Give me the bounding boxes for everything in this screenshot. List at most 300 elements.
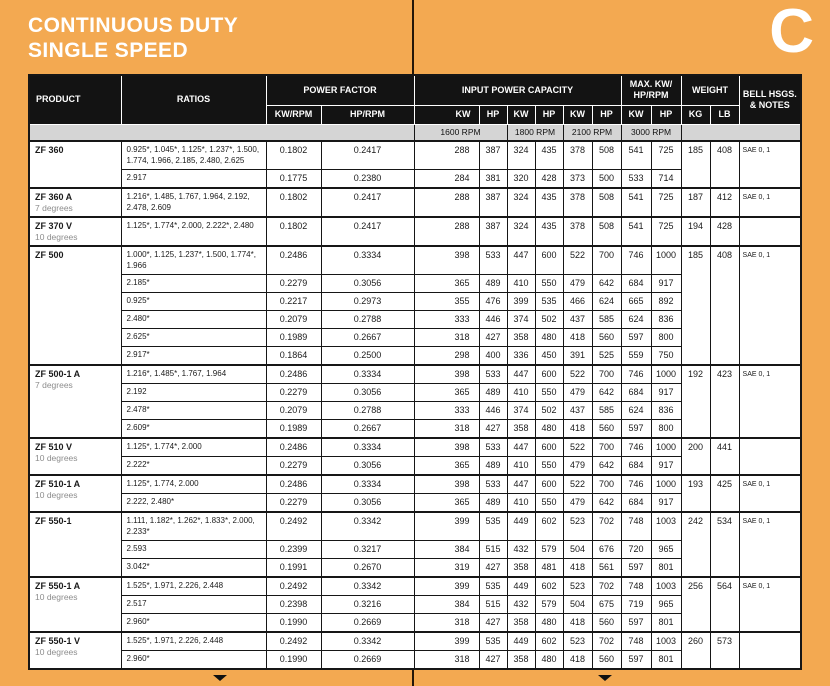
rpm-group-1600: 1600 RPM (414, 124, 507, 141)
power-value-cell: 602 (535, 512, 563, 541)
weight-lb-cell: 428 (710, 217, 739, 246)
hp-per-rpm-cell: 0.2788 (321, 311, 414, 329)
col-header-kw-2100: KW (563, 105, 592, 124)
kw-per-rpm-cell: 0.1864 (266, 347, 321, 366)
power-value-cell: 597 (621, 651, 651, 670)
ratios-cell: 2.222* (121, 457, 266, 476)
power-value-cell: 1000 (651, 438, 681, 457)
power-value-cell: 725 (651, 188, 681, 217)
col-header-lb: LB (710, 105, 739, 124)
notes-cell: SAE 0, 1 (739, 475, 801, 512)
max-kw-line2: HP/RPM (633, 90, 669, 101)
kw-per-rpm-cell: 0.1990 (266, 614, 321, 633)
hp-per-rpm-cell: 0.3217 (321, 541, 414, 559)
table-row (29, 512, 801, 541)
ratios-cell: 2.917* (121, 347, 266, 366)
power-value-cell: 358 (507, 329, 535, 347)
power-value-cell: 714 (651, 170, 681, 189)
hp-per-rpm-cell: 0.2670 (321, 559, 414, 578)
hp-per-rpm-cell: 0.2667 (321, 329, 414, 347)
power-value-cell: 398 (414, 438, 479, 457)
power-value-cell: 535 (479, 512, 507, 541)
hp-per-rpm-cell: 0.2669 (321, 614, 414, 633)
power-value-cell: 836 (651, 402, 681, 420)
power-value-cell: 533 (479, 365, 507, 384)
power-value-cell: 387 (479, 217, 507, 246)
power-value-cell: 435 (535, 217, 563, 246)
power-value-cell: 427 (479, 651, 507, 670)
power-value-cell: 597 (621, 559, 651, 578)
hp-per-rpm-cell: 0.3056 (321, 275, 414, 293)
product-degrees: 10 degrees (35, 647, 78, 657)
ratios-cell: 2.960* (121, 614, 266, 633)
spec-table (28, 74, 802, 670)
power-value-cell: 508 (592, 141, 621, 170)
hp-per-rpm-cell: 0.3334 (321, 438, 414, 457)
power-value-cell: 541 (621, 217, 651, 246)
power-value-cell: 333 (414, 402, 479, 420)
weight-lb-cell: 408 (710, 246, 739, 365)
power-value-cell: 748 (621, 632, 651, 651)
power-value-cell: 523 (563, 632, 592, 651)
product-degrees: 10 degrees (35, 592, 78, 602)
weight-kg-cell: 256 (681, 577, 710, 632)
weight-lb-cell: 534 (710, 512, 739, 577)
hp-per-rpm-cell: 0.2417 (321, 141, 414, 170)
kw-per-rpm-cell: 0.1802 (266, 188, 321, 217)
page-title-line2: SINGLE SPEED (28, 39, 189, 62)
notes-cell: SAE 0, 1 (739, 246, 801, 365)
hp-per-rpm-cell: 0.2417 (321, 217, 414, 246)
power-value-cell: 642 (592, 275, 621, 293)
col-header-ratios: RATIOS (121, 75, 266, 124)
power-value-cell: 418 (563, 329, 592, 347)
power-value-cell: 381 (479, 170, 507, 189)
power-value-cell: 702 (592, 577, 621, 596)
power-value-cell: 1003 (651, 577, 681, 596)
power-value-cell: 447 (507, 365, 535, 384)
kw-per-rpm-cell: 0.1989 (266, 329, 321, 347)
power-value-cell: 418 (563, 559, 592, 578)
power-value-cell: 965 (651, 596, 681, 614)
product-name: ZF 500-1 A (35, 369, 81, 379)
product-degrees: 10 degrees (35, 453, 78, 463)
power-value-cell: 480 (535, 420, 563, 439)
power-value-cell: 399 (414, 512, 479, 541)
ratios-cell: 2.192 (121, 384, 266, 402)
power-value-cell: 515 (479, 541, 507, 559)
weight-lb-cell: 412 (710, 188, 739, 217)
power-value-cell: 684 (621, 457, 651, 476)
power-value-cell: 892 (651, 293, 681, 311)
power-value-cell: 318 (414, 420, 479, 439)
power-value-cell: 725 (651, 217, 681, 246)
power-value-cell: 579 (535, 541, 563, 559)
hp-per-rpm-cell: 0.2973 (321, 293, 414, 311)
power-value-cell: 750 (651, 347, 681, 366)
power-value-cell: 288 (414, 188, 479, 217)
product-cell (29, 188, 121, 217)
weight-kg-cell: 187 (681, 188, 710, 217)
hp-per-rpm-cell: 0.2788 (321, 402, 414, 420)
power-value-cell: 522 (563, 246, 592, 275)
power-value-cell: 1003 (651, 632, 681, 651)
kw-per-rpm-cell: 0.1802 (266, 141, 321, 170)
header-row-groups (29, 75, 801, 105)
power-value-cell: 550 (535, 457, 563, 476)
power-value-cell: 450 (535, 347, 563, 366)
power-value-cell: 449 (507, 512, 535, 541)
hp-per-rpm-cell: 0.3342 (321, 512, 414, 541)
power-value-cell: 917 (651, 457, 681, 476)
bell-line1: BELL HSGS. (742, 88, 797, 99)
product-cell (29, 141, 121, 188)
power-value-cell: 665 (621, 293, 651, 311)
power-value-cell: 550 (535, 494, 563, 513)
ratios-cell: 1.125*, 1.774, 2.000 (121, 475, 266, 494)
col-header-hp-rpm: HP/RPM (321, 105, 414, 124)
power-value-cell: 384 (414, 596, 479, 614)
kw-per-rpm-cell: 0.2079 (266, 311, 321, 329)
power-value-cell: 374 (507, 402, 535, 420)
weight-lb-cell: 573 (710, 632, 739, 669)
power-value-cell: 836 (651, 311, 681, 329)
hp-per-rpm-cell: 0.3342 (321, 577, 414, 596)
notes-cell: SAE 0, 1 (739, 365, 801, 438)
power-value-cell: 387 (479, 141, 507, 170)
power-value-cell: 480 (535, 614, 563, 633)
power-value-cell: 502 (535, 311, 563, 329)
notes-cell (739, 632, 801, 669)
ratios-cell: 2.593 (121, 541, 266, 559)
power-value-cell: 541 (621, 188, 651, 217)
power-value-cell: 437 (563, 402, 592, 420)
power-value-cell: 684 (621, 494, 651, 513)
power-value-cell: 479 (563, 384, 592, 402)
power-value-cell: 746 (621, 475, 651, 494)
power-value-cell: 700 (592, 365, 621, 384)
power-value-cell: 288 (414, 217, 479, 246)
kw-per-rpm-cell: 0.2279 (266, 384, 321, 402)
table-row (29, 577, 801, 596)
power-value-cell: 418 (563, 420, 592, 439)
page-title-line1: CONTINUOUS DUTY (28, 14, 239, 37)
kw-per-rpm-cell: 0.1775 (266, 170, 321, 189)
power-value-cell: 624 (592, 293, 621, 311)
power-value-cell: 746 (621, 246, 651, 275)
power-value-cell: 358 (507, 559, 535, 578)
product-degrees: 10 degrees (35, 490, 78, 500)
ratios-cell: 1.125*, 1.774*, 2.000, 2.222*, 2.480 (121, 217, 266, 246)
power-value-cell: 387 (479, 188, 507, 217)
col-header-hp-2100: HP (592, 105, 621, 124)
power-value-cell: 748 (621, 512, 651, 541)
power-value-cell: 466 (563, 293, 592, 311)
power-value-cell: 535 (535, 293, 563, 311)
weight-kg-cell: 194 (681, 217, 710, 246)
power-value-cell: 365 (414, 457, 479, 476)
power-value-cell: 600 (535, 438, 563, 457)
power-value-cell: 550 (535, 275, 563, 293)
product-degrees: 7 degrees (35, 203, 73, 213)
power-value-cell: 298 (414, 347, 479, 366)
product-cell (29, 577, 121, 632)
power-value-cell: 801 (651, 651, 681, 670)
hp-per-rpm-cell: 0.3056 (321, 494, 414, 513)
table-row (29, 475, 801, 494)
weight-kg-cell: 260 (681, 632, 710, 669)
power-value-cell: 600 (535, 365, 563, 384)
table-header (29, 75, 801, 141)
notes-cell: SAE 0, 1 (739, 577, 801, 632)
kw-per-rpm-cell: 0.2079 (266, 402, 321, 420)
col-header-weight: WEIGHT (681, 75, 739, 105)
col-header-hp-1600: HP (479, 105, 507, 124)
power-value-cell: 284 (414, 170, 479, 189)
power-value-cell: 437 (563, 311, 592, 329)
power-value-cell: 533 (479, 475, 507, 494)
power-value-cell: 585 (592, 402, 621, 420)
notes-cell: SAE 0, 1 (739, 512, 801, 577)
power-value-cell: 410 (507, 275, 535, 293)
power-value-cell: 449 (507, 577, 535, 596)
power-value-cell: 418 (563, 614, 592, 633)
power-value-cell: 523 (563, 512, 592, 541)
ratios-cell: 1.000*, 1.125, 1.237*, 1.500, 1.774*, 1.966 (121, 246, 266, 275)
table-body (29, 141, 801, 669)
col-header-hp-max: HP (651, 105, 681, 124)
power-value-cell: 489 (479, 457, 507, 476)
power-value-cell: 676 (592, 541, 621, 559)
power-value-cell: 560 (592, 614, 621, 633)
power-value-cell: 533 (479, 438, 507, 457)
power-value-cell: 432 (507, 541, 535, 559)
product-name: ZF 550-1 (35, 516, 72, 526)
power-value-cell: 399 (507, 293, 535, 311)
kw-per-rpm-cell: 0.2486 (266, 438, 321, 457)
power-value-cell: 324 (507, 217, 535, 246)
ratios-cell: 2.960* (121, 651, 266, 670)
power-value-cell: 642 (592, 384, 621, 402)
kw-per-rpm-cell: 0.1802 (266, 217, 321, 246)
power-value-cell: 398 (414, 246, 479, 275)
power-value-cell: 479 (563, 494, 592, 513)
power-value-cell: 917 (651, 384, 681, 402)
hp-per-rpm-cell: 0.2667 (321, 420, 414, 439)
power-value-cell: 700 (592, 438, 621, 457)
power-value-cell: 684 (621, 275, 651, 293)
power-value-cell: 560 (592, 651, 621, 670)
power-value-cell: 318 (414, 651, 479, 670)
power-value-cell: 489 (479, 494, 507, 513)
power-value-cell: 801 (651, 559, 681, 578)
power-value-cell: 597 (621, 614, 651, 633)
kw-per-rpm-cell: 0.1991 (266, 559, 321, 578)
power-value-cell: 1003 (651, 512, 681, 541)
power-value-cell: 398 (414, 365, 479, 384)
power-value-cell: 400 (479, 347, 507, 366)
product-cell (29, 246, 121, 365)
hp-per-rpm-cell: 0.3216 (321, 596, 414, 614)
power-value-cell: 700 (592, 246, 621, 275)
rpm-row-spacer-left (29, 124, 414, 141)
power-value-cell: 522 (563, 365, 592, 384)
ratios-cell: 1.216*, 1.485, 1.767, 1.964, 2.192, 2.478, 2.609 (121, 188, 266, 217)
power-value-cell: 476 (479, 293, 507, 311)
hp-per-rpm-cell: 0.3056 (321, 457, 414, 476)
header-row-rpm (29, 124, 801, 141)
weight-kg-cell: 200 (681, 438, 710, 475)
ratios-cell: 2.480* (121, 311, 266, 329)
power-value-cell: 500 (592, 170, 621, 189)
power-value-cell: 917 (651, 494, 681, 513)
rpm-row-spacer-right (681, 124, 801, 141)
power-value-cell: 702 (592, 632, 621, 651)
ratios-cell: 2.609* (121, 420, 266, 439)
weight-kg-cell: 242 (681, 512, 710, 577)
power-value-cell: 684 (621, 384, 651, 402)
power-value-cell: 515 (479, 596, 507, 614)
power-value-cell: 418 (563, 651, 592, 670)
power-value-cell: 446 (479, 311, 507, 329)
rpm-group-2100: 2100 RPM (563, 124, 621, 141)
power-value-cell: 522 (563, 475, 592, 494)
col-header-input-power-capacity: INPUT POWER CAPACITY (414, 75, 621, 105)
kw-per-rpm-cell: 0.2398 (266, 596, 321, 614)
power-value-cell: 624 (621, 311, 651, 329)
power-value-cell: 597 (621, 329, 651, 347)
notes-cell: SAE 0, 1 (739, 141, 801, 188)
table-row (29, 141, 801, 170)
power-value-cell: 447 (507, 438, 535, 457)
weight-lb-cell: 564 (710, 577, 739, 632)
power-value-cell: 535 (479, 632, 507, 651)
ratios-cell: 0.925*, 1.045*, 1.125*, 1.237*, 1.500, 1.774, 1.966, 2.185, 2.480, 2.625 (121, 141, 266, 170)
power-value-cell: 355 (414, 293, 479, 311)
power-value-cell: 725 (651, 141, 681, 170)
power-value-cell: 642 (592, 457, 621, 476)
power-value-cell: 917 (651, 275, 681, 293)
bell-line2: & NOTES (749, 99, 790, 110)
power-value-cell: 374 (507, 311, 535, 329)
power-value-cell: 410 (507, 457, 535, 476)
power-value-cell: 480 (535, 651, 563, 670)
col-header-kg: KG (681, 105, 710, 124)
col-header-hp-1800: HP (535, 105, 563, 124)
table-row (29, 632, 801, 651)
ratios-cell: 2.917 (121, 170, 266, 189)
kw-per-rpm-cell: 0.1990 (266, 651, 321, 670)
power-value-cell: 624 (621, 402, 651, 420)
kw-per-rpm-cell: 0.2492 (266, 512, 321, 541)
product-cell (29, 475, 121, 512)
table-row (29, 365, 801, 384)
table-row (29, 246, 801, 275)
continuation-arrow-right (598, 675, 612, 681)
power-value-cell: 1000 (651, 475, 681, 494)
power-value-cell: 480 (535, 329, 563, 347)
ratios-cell: 2.222, 2.480* (121, 494, 266, 513)
power-value-cell: 447 (507, 475, 535, 494)
power-value-cell: 479 (563, 275, 592, 293)
power-value-cell: 399 (414, 632, 479, 651)
power-value-cell: 391 (563, 347, 592, 366)
ratios-cell: 2.478* (121, 402, 266, 420)
hp-per-rpm-cell: 0.3056 (321, 384, 414, 402)
product-degrees: 7 degrees (35, 380, 73, 390)
power-value-cell: 602 (535, 632, 563, 651)
power-value-cell: 720 (621, 541, 651, 559)
power-value-cell: 700 (592, 475, 621, 494)
power-value-cell: 597 (621, 420, 651, 439)
power-value-cell: 398 (414, 475, 479, 494)
col-header-kw-1600: KW (414, 105, 479, 124)
weight-kg-cell: 192 (681, 365, 710, 438)
power-value-cell: 373 (563, 170, 592, 189)
power-value-cell: 719 (621, 596, 651, 614)
product-name: ZF 510 V (35, 442, 73, 452)
hp-per-rpm-cell: 0.3342 (321, 632, 414, 651)
section-letter: C (769, 0, 814, 66)
power-value-cell: 702 (592, 512, 621, 541)
power-value-cell: 533 (621, 170, 651, 189)
product-cell (29, 438, 121, 475)
product-name: ZF 550-1 V (35, 636, 81, 646)
power-value-cell: 378 (563, 217, 592, 246)
table-row (29, 438, 801, 457)
power-value-cell: 432 (507, 596, 535, 614)
power-value-cell: 358 (507, 651, 535, 670)
power-value-cell: 550 (535, 384, 563, 402)
power-value-cell: 378 (563, 188, 592, 217)
power-value-cell: 541 (621, 141, 651, 170)
power-value-cell: 1000 (651, 246, 681, 275)
rpm-group-1800: 1800 RPM (507, 124, 563, 141)
power-value-cell: 579 (535, 596, 563, 614)
power-value-cell: 560 (592, 329, 621, 347)
power-value-cell: 399 (414, 577, 479, 596)
power-value-cell: 427 (479, 614, 507, 633)
ratios-cell: 0.925* (121, 293, 266, 311)
power-value-cell: 600 (535, 475, 563, 494)
power-value-cell: 1000 (651, 365, 681, 384)
power-value-cell: 489 (479, 275, 507, 293)
power-value-cell: 559 (621, 347, 651, 366)
notes-cell: SAE 0, 1 (739, 188, 801, 217)
kw-per-rpm-cell: 0.2486 (266, 365, 321, 384)
power-value-cell: 378 (563, 141, 592, 170)
power-value-cell: 384 (414, 541, 479, 559)
power-value-cell: 504 (563, 596, 592, 614)
weight-kg-cell: 193 (681, 475, 710, 512)
power-value-cell: 502 (535, 402, 563, 420)
power-value-cell: 560 (592, 420, 621, 439)
power-value-cell: 435 (535, 141, 563, 170)
power-value-cell: 288 (414, 141, 479, 170)
power-value-cell: 410 (507, 384, 535, 402)
power-value-cell: 522 (563, 438, 592, 457)
power-value-cell: 318 (414, 329, 479, 347)
ratios-cell: 2.625* (121, 329, 266, 347)
continuation-arrow-left (213, 675, 227, 681)
power-value-cell: 508 (592, 188, 621, 217)
power-value-cell: 324 (507, 141, 535, 170)
power-value-cell: 585 (592, 311, 621, 329)
power-value-cell: 446 (479, 402, 507, 420)
power-value-cell: 533 (479, 246, 507, 275)
weight-kg-cell: 185 (681, 141, 710, 188)
power-value-cell: 358 (507, 614, 535, 633)
